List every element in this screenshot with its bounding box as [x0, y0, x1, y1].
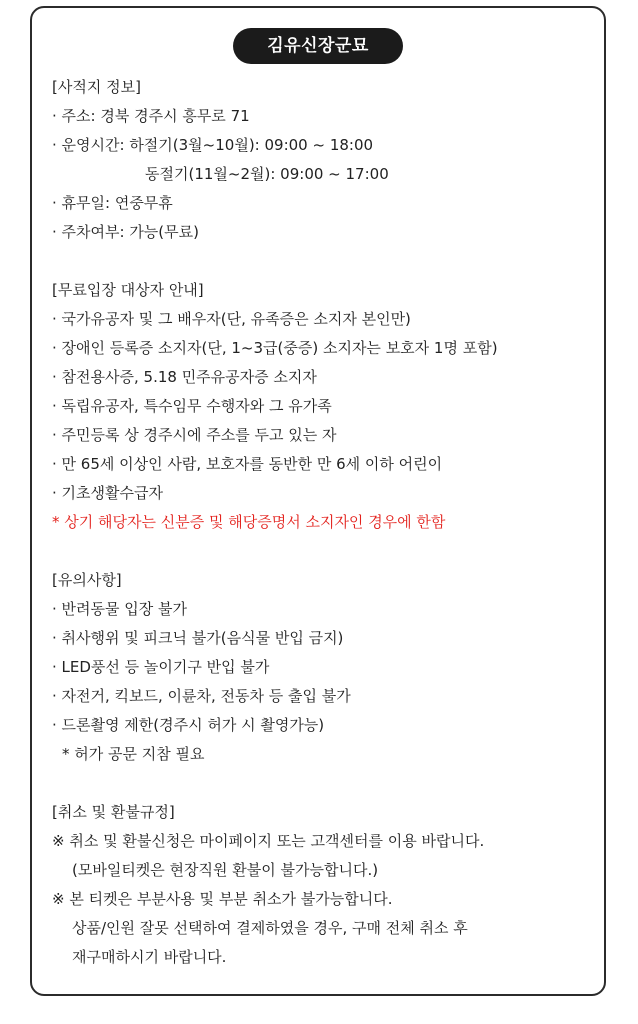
- list-item: · 주민등록 상 경주시에 주소를 두고 있는 자: [52, 426, 337, 444]
- section-header-free-admission: [무료입장 대상자 안내]: [52, 281, 204, 299]
- address-line: · 주소: 경북 경주시 흥무로 71: [52, 107, 250, 125]
- section-site-info: [52, 73, 600, 247]
- list-item: · 자전거, 킥보드, 이륜차, 전동차 등 출입 불가: [52, 687, 351, 705]
- content-body: [52, 73, 600, 972]
- section-header-refund: [취소 및 환불규정]: [52, 803, 175, 821]
- list-item: · 참전용사증, 5.18 민주유공자증 소지자: [52, 368, 317, 386]
- drone-permit-note: * 허가 공문 지참 필요: [62, 745, 205, 763]
- closed-day-line: · 휴무일: 연중무휴: [52, 194, 173, 212]
- list-item: · 취사행위 및 피크닉 불가(음식물 반입 금지): [52, 629, 344, 647]
- page-title: 김유신장군묘: [233, 28, 403, 64]
- list-item: · 장애인 등록증 소지자(단, 1~3급(중증) 소지자는 보호자 1명 포함): [52, 339, 498, 357]
- section-refund-policy: [52, 798, 600, 972]
- parking-line: · 주차여부: 가능(무료): [52, 223, 199, 241]
- section-cautions: [52, 566, 600, 769]
- list-item: · 독립유공자, 특수임무 수행자와 그 유가족: [52, 397, 332, 415]
- hours-summer-line: · 운영시간: 하절기(3월~10월): 09:00 ~ 18:00: [52, 136, 374, 154]
- section-header-site-info: [사적지 정보]: [52, 78, 141, 96]
- list-item: · 기초생활수급자: [52, 484, 163, 502]
- refund-line: 상품/인원 잘못 선택하여 결제하였을 경우, 구매 전체 취소 후: [72, 919, 468, 937]
- hours-winter-line: 동절기(11월~2월): 09:00 ~ 17:00: [145, 165, 389, 183]
- refund-line: ※ 본 티켓은 부분사용 및 부분 취소가 불가능합니다.: [52, 890, 393, 908]
- list-item: · 드론촬영 제한(경주시 허가 시 촬영가능): [52, 716, 325, 734]
- list-item: · 만 65세 이상인 사람, 보호자를 동반한 만 6세 이하 어린이: [52, 455, 443, 473]
- section-header-cautions: [유의사항]: [52, 571, 122, 589]
- refund-line: (모바일티켓은 현장직원 환불이 불가능합니다.): [72, 861, 379, 879]
- list-item: · 반려동물 입장 불가: [52, 600, 187, 618]
- list-item: · LED풍선 등 놀이기구 반입 불가: [52, 658, 270, 676]
- section-free-admission: [52, 276, 600, 537]
- refund-line: 재구매하시기 바랍니다.: [72, 948, 227, 966]
- free-admission-note: * 상기 해당자는 신분증 및 해당증명서 소지자인 경우에 한함: [52, 513, 446, 531]
- list-item: · 국가유공자 및 그 배우자(단, 유족증은 소지자 본인만): [52, 310, 411, 328]
- refund-line: ※ 취소 및 환불신청은 마이페이지 또는 고객센터를 이용 바랍니다.: [52, 832, 485, 850]
